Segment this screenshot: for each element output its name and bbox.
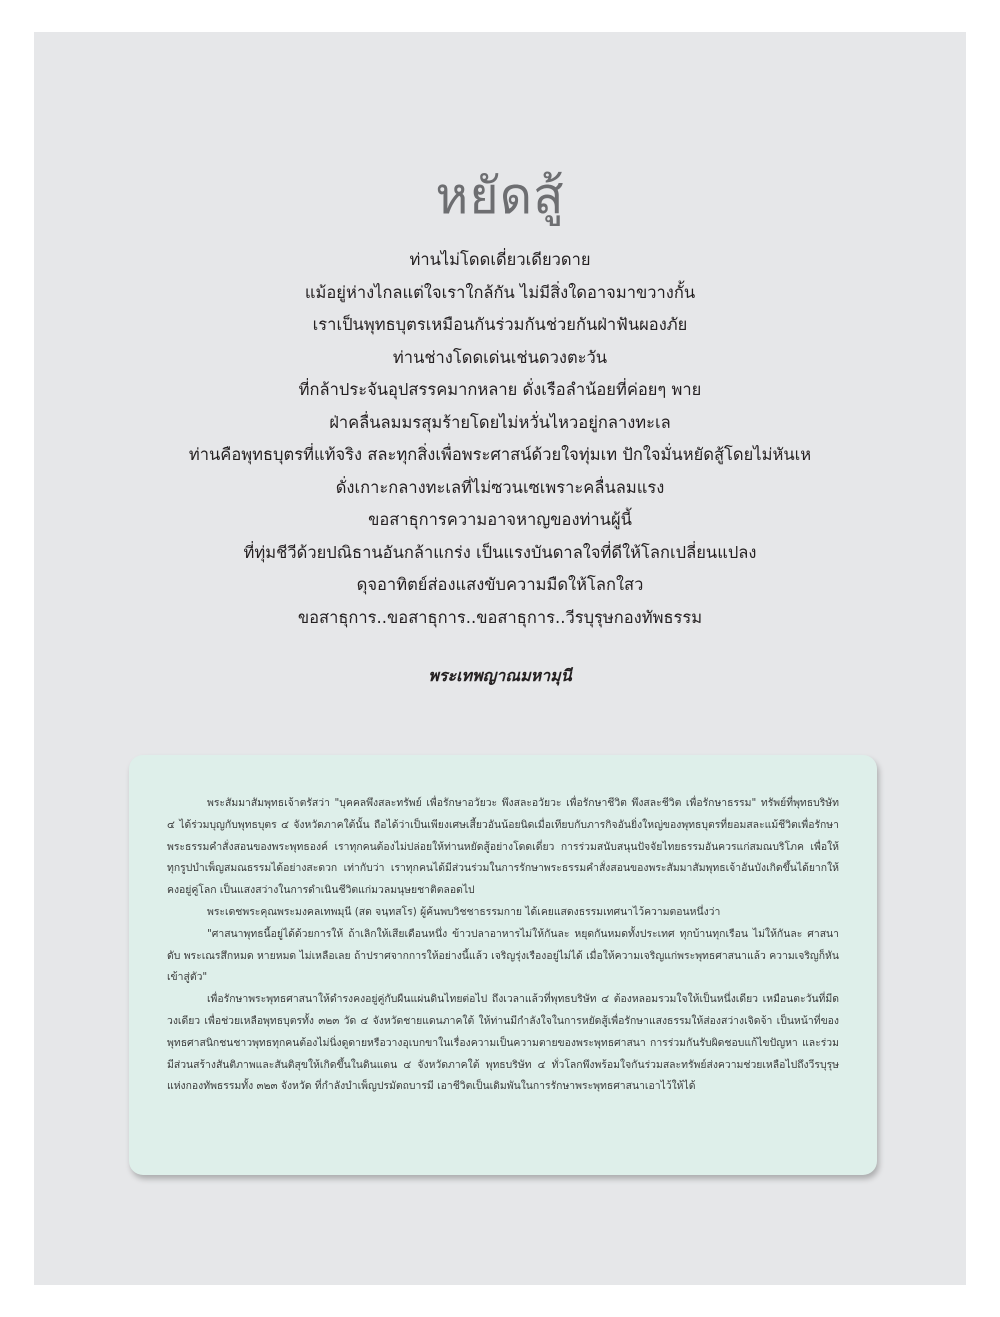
poem-line: ฝ่าคลื่นลมมรสุมร้ายโดยไม่หวั่นไหวอยู่กลางทะเล	[329, 412, 671, 432]
poem-line: ท่านคือพุทธบุตรที่แท้จริง สละทุกสิ่งเพื่อพระศาสน์ด้วยใจทุ่มเท ปักใจมั่นหยัดสู้โดยไม่หันเห	[188, 445, 812, 464]
poem-line: ที่กล้าประจันอุปสรรคมากหลาย ดั่งเรือลำน้อยที่ค่อยๆ พาย	[298, 380, 702, 399]
poem-line: ดั่งเกาะกลางทะเลที่ไม่ซวนเซเพราะคลื่นลมแรง	[335, 477, 665, 497]
page-title: หยัดสู้	[435, 167, 565, 225]
poem	[34, 244, 966, 634]
note-quote: "ศาสนาพุทธนี้อยู่ได้ด้วยการให้ ถ้าเลิกให้เสียเดือนหนึ่ง ข้าวปลาอาหารไม่ให้กันละ หยุดกันหมดทั้งประเทศ ทุกบ้านทุกเรือน ไม่ให้กันละ ศาสนาดับ พระเณรสึกหมด หายหมด ไม่เหลือเลย ถ้าปราศจากการให้อย่างนี้แล้ว เจริญรุ่งเรืองอยู่ไม่ได้ เมื่อให้ความเจริญแก่พระพุทธศาสนาแล้ว ความเจริญก็หันเข้าสู่ตัว"	[167, 927, 839, 984]
author-name: พระเทพญาณมหามุนี	[428, 666, 572, 685]
poem-line: เราเป็นพุทธบุตรเหมือนกันร่วมกันช่วยกันฝ่าฟันผองภัย	[312, 315, 688, 334]
note-box	[129, 755, 877, 1175]
poem-line: ขอสาธุการ..ขอสาธุการ..ขอสาธุการ..วีรบุรุษกองทัพธรรม	[297, 607, 703, 627]
page-background	[34, 32, 966, 1285]
note-paragraph: เพื่อรักษาพระพุทธศาสนาให้ดำรงคงอยู่คู่กับผืนแผ่นดินไทยต่อไป ถึงเวลาแล้วที่พุทธบริษัท ๔ ต้องหลอมรวมใจให้เป็นหนึ่งเดียว เหมือนตะวันที่มีดวงเดียว เพื่อช่วยเหลือพุทธบุตรทั้ง ๓๒๓ วัด ๔ จังหวัดชายแดนภาคใต้ ให้ท่านมีกำลังใจในการหยัดสู้เพื่อรักษาแสงธรรมให้ส่องสว่างเจิดจ้า เป็นหน้าที่ของพุทธศาสนิกชนชาวพุทธทุกคนต้องไม่นิ่งดูดายหรือวางอุเบกขาในเรื่องความเป็นความตายของพระพุทธศาสนา การร่วมกันรับผิดชอบแก้ไขปัญหา และร่วมมีส่วนสร้างสันติภาพและสันติสุขให้เกิดขึ้นในดินแดน ๔ จังหวัดภาคใต้ พุทธบริษัท ๔ ทั่วโลกพึงพร้อมใจกันร่วมสละทรัพย์ส่งความช่วยเหลือไปถึงวีรบุรุษแห่งกองทัพธรรมทั้ง ๓๒๓ จังหวัด ที่กำลังบำเพ็ญปรมัตถบารมี เอาชีวิตเป็นเดิมพันในการรักษาพระพุทธศาสนาเอาไว้ให้ได้	[167, 993, 839, 1093]
poem-line: ดุจอาทิตย์ส่องแสงขับความมืดให้โลกใสว	[356, 575, 644, 594]
poem-line: ท่านไม่โดดเดี่ยวเดียวดาย	[409, 250, 591, 269]
note-paragraph: พระเดชพระคุณพระมงคลเทพมุนี (สด จนฺทสโร) ผู้ค้นพบวิชชาธรรมกาย ได้เคยแสดงธรรมเทศนาไว้ความตอนหนึ่งว่า	[207, 905, 721, 918]
poem-line: ขอสาธุการความอาจหาญของท่านผู้นี้	[368, 510, 632, 529]
poem-line: ท่านช่างโดดเด่นเช่นดวงตะวัน	[392, 347, 608, 367]
poem-line: แม้อยู่ห่างไกลแต่ใจเราใกล้กัน ไม่มีสิ่งใดอาจมาขวางกั้น	[304, 282, 696, 302]
poem-line: ที่ทุ่มชีวีด้วยปณิธานอันกล้าแกร่ง เป็นแรงบันดาลใจที่ดีให้โลกเปลี่ยนแปลง	[243, 542, 757, 562]
note-paragraph: พระสัมมาสัมพุทธเจ้าตรัสว่า "บุคคลพึงสละทรัพย์ เพื่อรักษาอวัยวะ พึงสละอวัยวะ เพื่อรักษาชีวิต พึงสละชีวิต เพื่อรักษาธรรม" ทรัพย์ที่พุทธบริษัท ๔ ได้ร่วมบุญกับพุทธบุตร ๔ จังหวัดภาคใต้นั้น ถือได้ว่าเป็นเพียงเศษเสี้ยวอันน้อยนิดเมื่อเทียบกับภารกิจอันยิ่งใหญ่ของพุทธบุตรที่ยอมสละแม้ชีวิตเพื่อรักษาพระธรรมคำสั่งสอนของพระพุทธองค์ เราทุกคนต้องไม่ปล่อยให้ท่านหยัดสู้อย่างโดดเดี่ยว การร่วมสนับสนุนปัจจัยไทยธรรมอันควรแก่สมณบริโภค เพื่อให้ทุกรูปบำเพ็ญสมณธรรมได้อย่างสะดวก เท่ากับว่า เราทุกคนได้มีส่วนร่วมในการรักษาพระธรรมคำสั่งสอนของพระสัมมาสัมพุทธเจ้าอันบังเกิดขึ้นได้ยากให้คงอยู่คู่โลก เป็นแสงสว่างในการดำเนินชีวิตแก่มวลมนุษยชาติตลอดไป	[167, 797, 839, 897]
